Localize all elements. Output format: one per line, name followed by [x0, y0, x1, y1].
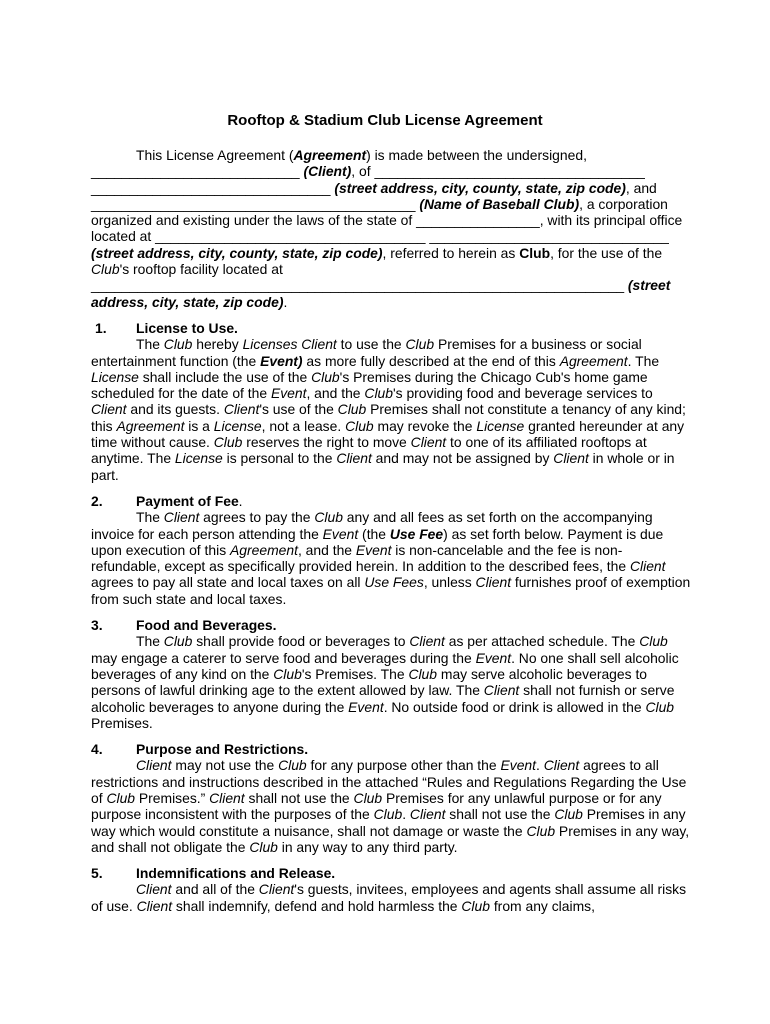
text-run-italic: Agreement: [230, 541, 298, 558]
section-number: 4.: [91, 741, 103, 758]
text-run-italic: Client: [136, 757, 172, 774]
text-run-italic: Club: [311, 368, 340, 385]
section-number: 5.: [91, 865, 103, 882]
text-run-bold-italic: Event): [260, 352, 303, 369]
text-run-italic: Club: [91, 261, 120, 278]
text-run-italic: Club: [353, 789, 383, 806]
text-run-italic: Client: [409, 806, 446, 823]
section-body: The Club hereby Licenses Client to use the Club Premises for a business or social entertainment function (the Event) as more fully described at the end of this Agreement. The License shall include the use of the Club's Premises during the Chicago Cub's home game scheduled for the date of the Event, and the Club's providing food and beverage services to Client and its guests. Client's use of the Club Premises shall not constitute a tenancy of any kind; this Agreement is a License, not a lease. Club may revoke the License granted hereunder at any time without cause. Club reserves the right to move Client to one of its affiliated rooftops at anytime. The License is personal to the Client and may not be assigned by Client in whole or in part.: [91, 336, 686, 483]
text-run-italic: Club: [213, 434, 243, 451]
text-run-italic: Client: [91, 401, 127, 418]
intro-paragraph: This License Agreement (Agreement) is made between the undersigned, ___________________________ (Client), of ___________________________________ _______________________________ (street address, city, county, state, zip code), and __________________________________________ (Name of Baseball Club), a corporation organized and existing under the laws of the state of ________________, with its principal office located at ___________________________________ _______________________________ (street address, city, county, state, zip code), referred to herein as Club, for the use of the Club's rooftop facility located at _____________________________________________________________________ (street address, city, state, zip code).: [91, 147, 683, 310]
text-run-italic: Use Fees: [364, 574, 424, 591]
text-run-italic: License: [174, 450, 223, 467]
text-run-italic: Client: [629, 558, 666, 575]
section-body: Client may not use the Club for any purpose other than the Event. Client agrees to all restrictions and instructions described in the attached “Rules and Regulations Regarding the Use of Club Premises.” Client shall not use the Club Premises for any unlawful purpose or for any purpose inconsistent with the purposes of the Club. Client shall not use the Club Premises in any way which would constitute a nuisance, shall not damage or waste the Club Premises in any way, and shall not obligate the Club in any way to any third party.: [91, 757, 690, 855]
section-number: 1.: [95, 319, 107, 336]
text-run-italic: Club: [639, 633, 668, 650]
text-run-italic: Client: [223, 401, 260, 418]
section-heading: [91, 741, 691, 757]
text-run-italic: Club: [249, 838, 278, 855]
text-run-italic: Agreement: [559, 352, 628, 369]
text-run-italic: Licenses Client: [242, 336, 337, 353]
text-run-bold-italic: (street address, city, county, state, zip code): [334, 179, 626, 196]
text-run-italic: Client: [553, 450, 589, 467]
text-run-italic: Club: [163, 633, 193, 650]
text-run-bold-italic: (street address, city, county, state, zip code): [91, 244, 383, 261]
section-heading: [91, 493, 691, 509]
text-run-bold: Club: [519, 244, 551, 261]
text-run-italic: Club: [364, 385, 393, 402]
text-run-bold-italic: (Client): [303, 163, 352, 180]
document-body: [91, 147, 691, 914]
section-number: 3.: [91, 617, 103, 634]
section-title: Purpose and Restrictions.: [136, 741, 309, 758]
section-heading: [91, 865, 691, 881]
text-run-italic: License: [476, 417, 525, 434]
section-title: [136, 493, 243, 509]
text-run-italic: Client: [475, 574, 512, 591]
section-heading: [91, 320, 691, 336]
text-run-italic: Client: [136, 897, 173, 914]
text-run-italic: Client: [409, 633, 445, 650]
text-run-italic: Club: [373, 806, 403, 823]
section-food-and-beverages: [91, 617, 691, 731]
text-run-bold-italic: Agreement: [293, 147, 367, 163]
section-title-period: .: [238, 492, 243, 509]
text-run-bold-italic: (street address, city, state, zip code): [91, 277, 671, 310]
text-run-italic: Client: [258, 881, 295, 898]
text-run-italic: Event: [475, 649, 512, 666]
text-run-italic: Agreement: [116, 417, 185, 434]
text-run-italic: Club: [163, 336, 193, 353]
text-run-italic: Event: [500, 757, 537, 774]
text-run-italic: Event: [270, 385, 307, 402]
section-body: The Client agrees to pay the Club any and all fees as set forth on the accompanying invoice for each person attending the Event (the Use Fee) as set forth below. Payment is due upon execution of this Agreement, and the Event is non-cancelable and the fee is non-refundable, except as specifically provided herein. In addition to the described fees, the Client agrees to pay all state and local taxes on all Use Fees, unless Client furnishes proof of exemption from such state and local taxes.: [91, 509, 691, 607]
text-run-italic: License: [91, 368, 139, 385]
text-run-italic: Club: [273, 665, 302, 682]
text-run-italic: Client: [136, 881, 172, 898]
section-title-text: Payment of Fee: [136, 492, 239, 509]
text-run-italic: Club: [278, 757, 307, 774]
text-run-italic: Club: [106, 789, 136, 806]
text-run-italic: Club: [554, 806, 583, 823]
text-run-italic: Club: [405, 336, 435, 353]
section-title: Indemnifications and Release.: [136, 865, 336, 882]
document-title: Rooftop & Stadium Club License Agreement: [227, 112, 543, 129]
text-run-bold-italic: (Name of Baseball Club): [419, 195, 580, 212]
text-run-italic: Client: [483, 682, 520, 699]
text-run-italic: Club: [461, 897, 490, 914]
text-run-italic: Club: [408, 665, 438, 682]
section-heading: [91, 617, 691, 633]
section-title: License to Use.: [136, 319, 238, 336]
section-indemnifications-and-release: [91, 865, 691, 914]
section-purpose-and-restrictions: [91, 741, 691, 855]
text-run-italic: Club: [314, 509, 343, 526]
text-run-italic: Event: [322, 525, 359, 542]
text-run-italic: Event: [355, 541, 392, 558]
text-run-bold-italic: Use Fee: [389, 525, 444, 542]
text-run-italic: Club: [345, 417, 374, 434]
section-payment-of-fee: [91, 493, 691, 607]
text-run-italic: Event: [348, 698, 384, 715]
text-run-italic: Club: [337, 401, 367, 418]
text-run-italic: Client: [543, 757, 580, 774]
section-body: The Club shall provide food or beverages to Client as per attached schedule. The Club may engage a caterer to serve food and beverages during the Event. No one shall sell alcoholic beverages of any kind on the Club's Premises. The Club may serve alcoholic beverages to persons of lawful drinking age to the extent allowed by law. The Client shall not furnish or serve alcoholic beverages to anyone during the Event. No outside food or drink is allowed in the Club Premises.: [91, 633, 679, 731]
text-run-italic: License: [213, 417, 262, 434]
section-title: Food and Beverages.: [136, 617, 277, 634]
text-run-italic: Client: [209, 789, 245, 806]
text-run-italic: Club: [526, 822, 556, 839]
section-license-to-use: [91, 320, 691, 483]
text-run-italic: Client: [336, 450, 372, 467]
text-run-italic: Client: [410, 434, 447, 451]
text-run-italic: Club: [645, 698, 675, 715]
section-number: 2.: [91, 492, 103, 509]
text-run-italic: Client: [163, 509, 200, 526]
section-body: Client and all of the Client's guests, invitees, employees and agents shall assume all risks of use. Client shall indemnify, defend and hold harmless the Club from any claims,: [91, 881, 687, 914]
